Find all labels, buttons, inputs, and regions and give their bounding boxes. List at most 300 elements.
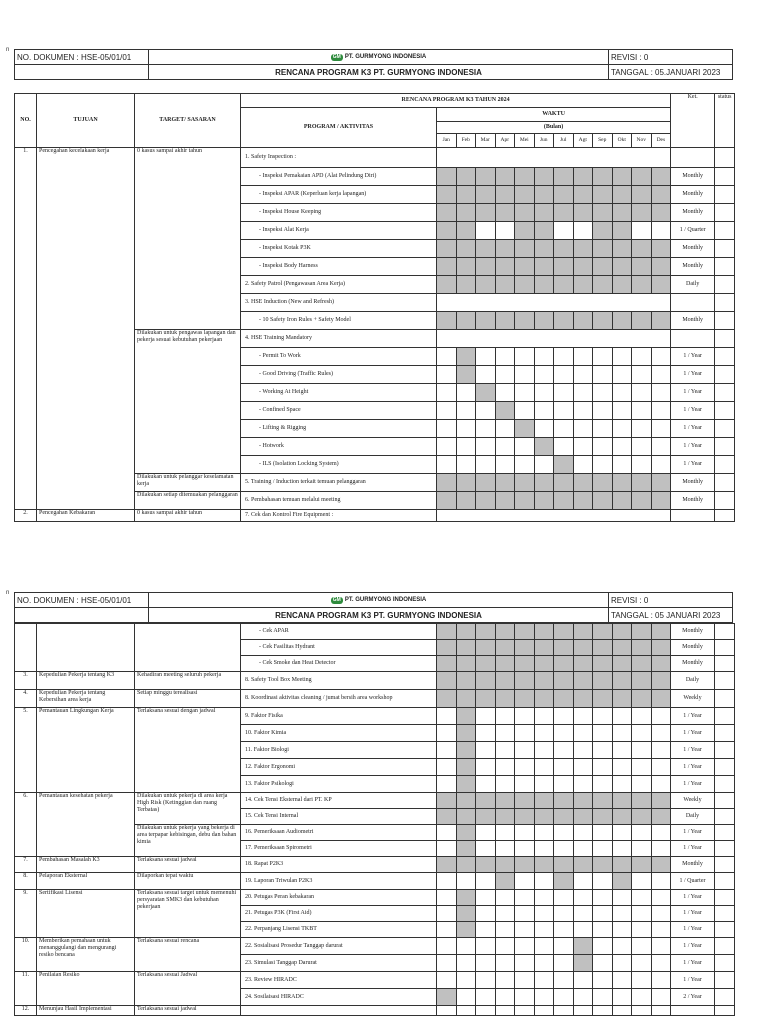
month-mei: Mei: [515, 134, 535, 148]
schedule-cell: [612, 258, 632, 276]
schedule-cell: [651, 168, 671, 186]
schedule-cell: [632, 725, 652, 742]
program-table: [14, 623, 735, 1016]
schedule-cell: [515, 989, 535, 1006]
status-cell: [715, 492, 735, 510]
month-okt: Okt: [612, 134, 632, 148]
schedule-cell: [632, 890, 652, 906]
row-number: 11.: [15, 972, 37, 1006]
schedule-cell: [456, 938, 476, 955]
schedule-cell: [593, 456, 613, 474]
frequency: [671, 148, 715, 168]
status-cell: [715, 624, 735, 640]
document-header: [14, 592, 733, 623]
schedule-cell: [476, 690, 496, 708]
target-cell: 0 kasus sampai akhir tahun: [135, 510, 241, 522]
target-cell: Terlaksana sesuai jadwal: [135, 1006, 241, 1016]
schedule-cell: [554, 348, 574, 366]
schedule-cell: [651, 890, 671, 906]
schedule-cell: [632, 825, 652, 841]
target-cell: Dilakukan untuk pengawas lapangan dan pekerja sesuai kebutuhan pekerjaan: [135, 330, 241, 474]
table-row: [15, 890, 735, 906]
schedule-cell: [515, 1006, 535, 1016]
schedule-cell: [593, 402, 613, 420]
target-cell: Dilaporkan tepat waktu: [135, 873, 241, 890]
schedule-cell: [554, 672, 574, 690]
schedule-cell: [437, 725, 457, 742]
schedule-cell: [632, 348, 652, 366]
schedule-cell: [515, 759, 535, 776]
program-activity: - Cek Fasilitas Hydrant: [241, 640, 437, 656]
schedule-cell: [593, 690, 613, 708]
schedule-cell: [612, 890, 632, 906]
schedule-cell: [515, 809, 535, 825]
schedule-cell: [573, 402, 593, 420]
month-jan: Jan: [437, 134, 457, 148]
schedule-cell: [515, 204, 535, 222]
schedule-cell: [534, 759, 554, 776]
program-activity: - Inspeksi Body Harness: [241, 258, 437, 276]
schedule-cell: [495, 825, 515, 841]
table-row: [15, 690, 735, 708]
program-activity: - Inspeksi Pemakaian APD (Alat Pelindung Diri): [241, 168, 437, 186]
target-cell: Setiap minggu terealisasi: [135, 690, 241, 708]
schedule-cell: [515, 258, 535, 276]
schedule-cell: [476, 938, 496, 955]
schedule-cell: [495, 873, 515, 890]
target-cell: Terlaksana sesuai jadwal: [135, 857, 241, 873]
frequency: 1 / Year: [671, 922, 715, 938]
schedule-cell: [573, 240, 593, 258]
row-number: 5.: [15, 708, 37, 793]
schedule-cell: [573, 474, 593, 492]
schedule-cell: [476, 890, 496, 906]
schedule-cell: [495, 906, 515, 922]
schedule-cell: [554, 690, 574, 708]
schedule-cell: [593, 809, 613, 825]
schedule-cell: [515, 420, 535, 438]
frequency: Monthly: [671, 474, 715, 492]
schedule-cell: [456, 857, 476, 873]
schedule-cell: [437, 776, 457, 793]
schedule-cell: [495, 240, 515, 258]
schedule-cell: [534, 776, 554, 793]
program-activity: 14. Cek Tensi Eksternal dari PT. KP: [241, 793, 437, 809]
program-activity: 11. Faktor Biologi: [241, 742, 437, 759]
schedule-cell: [456, 624, 476, 640]
schedule-cell: [495, 384, 515, 402]
schedule-cell: [554, 793, 574, 809]
schedule-cell: [476, 989, 496, 1006]
schedule-cell: [495, 204, 515, 222]
schedule-cell: [456, 873, 476, 890]
schedule-cell: [593, 384, 613, 402]
row-number: 4.: [15, 690, 37, 708]
schedule-cell: [651, 972, 671, 989]
schedule-cell: [515, 672, 535, 690]
frequency: 1 / Year: [671, 825, 715, 841]
schedule-cell: [573, 384, 593, 402]
frequency: 1 / Year: [671, 438, 715, 456]
schedule-cell: [437, 841, 457, 857]
frequency: [671, 510, 715, 522]
schedule-cell: [495, 890, 515, 906]
schedule-cell: [437, 240, 457, 258]
schedule-cell: [651, 384, 671, 402]
schedule-cell: [534, 825, 554, 841]
status-cell: [715, 809, 735, 825]
schedule-cell: [476, 438, 496, 456]
schedule-cell: [593, 348, 613, 366]
schedule-cell: [456, 906, 476, 922]
schedule-cell: [573, 890, 593, 906]
program-activity: 8. Koordinasi aktivitas cleaning / jumat bersih area workshop: [241, 690, 437, 708]
schedule-cell: [632, 240, 652, 258]
schedule-cell: [476, 624, 496, 640]
schedule-cell: [593, 204, 613, 222]
schedule-cell: [632, 906, 652, 922]
schedule-cell: [593, 890, 613, 906]
schedule-cell: [495, 168, 515, 186]
frequency: Daily: [671, 672, 715, 690]
frequency: Monthly: [671, 168, 715, 186]
schedule-cell: [573, 776, 593, 793]
schedule-cell: [476, 922, 496, 938]
schedule-cell: [534, 240, 554, 258]
schedule-cell: [495, 624, 515, 640]
schedule-cell: [651, 938, 671, 955]
schedule-cell: [534, 656, 554, 672]
schedule-cell: [437, 972, 457, 989]
schedule-cell: [456, 793, 476, 809]
schedule-cell: [476, 656, 496, 672]
schedule-cell: [554, 474, 574, 492]
schedule-cell: [437, 955, 457, 972]
revision: REVISI : 0: [609, 50, 733, 65]
frequency: 1 / Year: [671, 906, 715, 922]
program-activity: 15. Cek Tensi Internal: [241, 809, 437, 825]
schedule-cell: [612, 402, 632, 420]
schedule-cell: [476, 857, 496, 873]
schedule-cell: [534, 168, 554, 186]
schedule-cell: [495, 366, 515, 384]
target-cell: Dilakukan untuk pelanggar keselamatan kerja: [135, 474, 241, 492]
status-cell: [715, 708, 735, 725]
frequency: Monthly: [671, 624, 715, 640]
schedule-cell: [593, 776, 613, 793]
frequency: 1 / Year: [671, 776, 715, 793]
schedule-cell: [573, 222, 593, 240]
schedule-cell: [573, 420, 593, 438]
schedule-cell: [437, 168, 457, 186]
document-date: TANGGAL : 05 JANUARI 2023: [609, 608, 733, 623]
schedule-cell: [456, 989, 476, 1006]
schedule-cell: [554, 186, 574, 204]
schedule-cell: [632, 624, 652, 640]
company-name: PT. GURMYONG INDONESIA: [344, 596, 427, 603]
schedule-cell: [612, 906, 632, 922]
schedule-cell: [573, 906, 593, 922]
schedule-cell: [554, 938, 574, 955]
schedule-cell: [593, 825, 613, 841]
schedule-cell: [476, 640, 496, 656]
schedule-cell: [632, 640, 652, 656]
schedule-cell: [456, 922, 476, 938]
status-cell: [715, 258, 735, 276]
program-activity: 2. Safety Patrol (Pengawasan Area Kerja): [241, 276, 437, 294]
schedule-cell: [632, 258, 652, 276]
schedule-span: [437, 148, 671, 168]
schedule-span: [437, 294, 671, 312]
program-activity: 19. Laporan Triwulan P2K3: [241, 873, 437, 890]
schedule-cell: [515, 276, 535, 294]
schedule-cell: [456, 240, 476, 258]
schedule-cell: [651, 841, 671, 857]
status-cell: [715, 1006, 735, 1016]
schedule-cell: [593, 438, 613, 456]
frequency: Monthly: [671, 640, 715, 656]
schedule-cell: [456, 474, 476, 492]
program-activity: - Cek APAR: [241, 624, 437, 640]
objective-cell: Pemantauan kesehatan pekerja: [37, 793, 135, 857]
schedule-cell: [476, 474, 496, 492]
schedule-cell: [651, 240, 671, 258]
schedule-cell: [651, 276, 671, 294]
program-activity: 18. Rapat P2K3: [241, 857, 437, 873]
schedule-cell: [554, 825, 574, 841]
schedule-cell: [495, 456, 515, 474]
schedule-cell: [437, 640, 457, 656]
schedule-cell: [476, 222, 496, 240]
status-cell: [715, 276, 735, 294]
schedule-cell: [534, 906, 554, 922]
schedule-cell: [456, 456, 476, 474]
company-logo: [149, 50, 609, 65]
table-row: [15, 793, 735, 809]
program-activity: - 10 Safety Iron Rules + Safety Model: [241, 312, 437, 330]
schedule-cell: [612, 222, 632, 240]
program-activity: 24. Sosilaisasi HIRADC: [241, 989, 437, 1006]
schedule-cell: [612, 776, 632, 793]
schedule-cell: [651, 873, 671, 890]
schedule-cell: [573, 438, 593, 456]
status-cell: [715, 857, 735, 873]
objective-cell: Sertifikasi Lisensi: [37, 890, 135, 938]
schedule-cell: [612, 492, 632, 510]
schedule-cell: [456, 366, 476, 384]
program-activity: - Working At Height: [241, 384, 437, 402]
schedule-cell: [515, 841, 535, 857]
schedule-cell: [456, 841, 476, 857]
schedule-cell: [612, 972, 632, 989]
table-row: [15, 938, 735, 955]
target-cell: Dilakukan untuk pekerja di area kerja High Risk (Ketinggian dan ruang Terbatas): [135, 793, 241, 825]
col-bulan: (Bulan): [437, 122, 671, 134]
schedule-cell: [456, 708, 476, 725]
schedule-cell: [651, 366, 671, 384]
status-cell: [715, 312, 735, 330]
frequency: 1 / Year: [671, 366, 715, 384]
schedule-cell: [632, 972, 652, 989]
schedule-cell: [476, 725, 496, 742]
schedule-cell: [632, 672, 652, 690]
schedule-cell: [632, 809, 652, 825]
schedule-cell: [456, 825, 476, 841]
schedule-cell: [534, 690, 554, 708]
schedule-cell: [476, 759, 496, 776]
schedule-cell: [495, 793, 515, 809]
program-activity: 9. Faktor Fisika: [241, 708, 437, 725]
schedule-cell: [456, 809, 476, 825]
schedule-cell: [534, 186, 554, 204]
schedule-cell: [612, 366, 632, 384]
schedule-cell: [456, 640, 476, 656]
schedule-cell: [612, 708, 632, 725]
status-cell: [715, 168, 735, 186]
schedule-cell: [437, 624, 457, 640]
schedule-cell: [476, 384, 496, 402]
frequency: 1 / Quarter: [671, 873, 715, 890]
company-name: PT. GURMYONG INDONESIA: [344, 53, 427, 60]
schedule-cell: [554, 222, 574, 240]
row-number: 1.: [15, 148, 37, 510]
schedule-cell: [534, 366, 554, 384]
schedule-cell: [495, 186, 515, 204]
schedule-cell: [593, 420, 613, 438]
schedule-cell: [651, 690, 671, 708]
schedule-cell: [437, 890, 457, 906]
status-cell: [715, 690, 735, 708]
schedule-cell: [495, 989, 515, 1006]
program-activity: 10. Faktor Kimia: [241, 725, 437, 742]
schedule-cell: [515, 906, 535, 922]
schedule-span: [437, 330, 671, 348]
logo-icon: GM: [332, 596, 341, 603]
schedule-cell: [573, 492, 593, 510]
schedule-cell: [476, 492, 496, 510]
schedule-cell: [593, 168, 613, 186]
schedule-cell: [651, 474, 671, 492]
row-number: 2.: [15, 510, 37, 522]
schedule-cell: [612, 1006, 632, 1016]
month-jun: Jun: [534, 134, 554, 148]
schedule-cell: [515, 776, 535, 793]
page-corner-mark: n: [6, 590, 10, 596]
frequency: 1 / Year: [671, 890, 715, 906]
program-activity: 16. Pemeriksaan Audiometri: [241, 825, 437, 841]
target-cell: Dilakukan setiap ditemuakan pelanggaran: [135, 492, 241, 510]
schedule-cell: [632, 420, 652, 438]
document-page-2: [14, 592, 732, 1016]
program-activity: - Inspeksi Kotak P3K: [241, 240, 437, 258]
schedule-cell: [515, 742, 535, 759]
frequency: Monthly: [671, 240, 715, 258]
revision: REVISI : 0: [609, 593, 733, 608]
schedule-cell: [554, 168, 574, 186]
schedule-cell: [437, 438, 457, 456]
schedule-cell: [456, 276, 476, 294]
col-tujuan: TUJUAN: [37, 94, 135, 148]
schedule-cell: [573, 972, 593, 989]
schedule-cell: [554, 857, 574, 873]
schedule-cell: [515, 857, 535, 873]
schedule-cell: [515, 402, 535, 420]
schedule-cell: [456, 312, 476, 330]
schedule-cell: [495, 348, 515, 366]
schedule-cell: [651, 708, 671, 725]
schedule-cell: [495, 759, 515, 776]
schedule-cell: [593, 640, 613, 656]
table-row: [15, 873, 735, 890]
status-cell: [715, 148, 735, 168]
schedule-cell: [554, 492, 574, 510]
schedule-cell: [534, 624, 554, 640]
frequency: Monthly: [671, 857, 715, 873]
schedule-cell: [612, 240, 632, 258]
schedule-cell: [495, 841, 515, 857]
schedule-cell: [612, 456, 632, 474]
frequency: [671, 1006, 715, 1016]
schedule-cell: [437, 420, 457, 438]
objective-cell: Menunjau Hasil Implementasi: [37, 1006, 135, 1016]
schedule-cell: [632, 222, 652, 240]
schedule-cell: [612, 168, 632, 186]
doc-number: NO. DOKUMEN : HSE-05/01/01: [15, 593, 149, 608]
schedule-cell: [573, 922, 593, 938]
target-cell: [135, 624, 241, 672]
schedule-cell: [476, 240, 496, 258]
schedule-cell: [554, 776, 574, 793]
program-activity: 13. Faktor Psikologi: [241, 776, 437, 793]
schedule-cell: [456, 204, 476, 222]
schedule-cell: [593, 474, 613, 492]
schedule-cell: [554, 204, 574, 222]
schedule-cell: [554, 656, 574, 672]
schedule-cell: [573, 809, 593, 825]
schedule-cell: [632, 384, 652, 402]
schedule-cell: [476, 168, 496, 186]
program-activity: - Inspeksi Alat Kerja: [241, 222, 437, 240]
schedule-cell: [651, 759, 671, 776]
table-row: [15, 972, 735, 989]
schedule-cell: [495, 922, 515, 938]
schedule-cell: [612, 690, 632, 708]
schedule-cell: [456, 1006, 476, 1016]
schedule-cell: [534, 1006, 554, 1016]
schedule-cell: [476, 348, 496, 366]
schedule-cell: [456, 890, 476, 906]
schedule-cell: [554, 240, 574, 258]
schedule-cell: [632, 474, 652, 492]
schedule-cell: [534, 708, 554, 725]
row-number: 6.: [15, 793, 37, 857]
schedule-cell: [515, 186, 535, 204]
status-cell: [715, 474, 735, 492]
schedule-cell: [593, 955, 613, 972]
schedule-cell: [632, 955, 652, 972]
schedule-cell: [573, 640, 593, 656]
schedule-cell: [651, 258, 671, 276]
status-cell: [715, 938, 735, 955]
schedule-cell: [495, 742, 515, 759]
target-cell: Terlaksana sesuai rencana: [135, 938, 241, 972]
schedule-cell: [515, 873, 535, 890]
schedule-cell: [437, 690, 457, 708]
schedule-cell: [515, 890, 535, 906]
schedule-cell: [573, 841, 593, 857]
frequency: 1 / Quarter: [671, 222, 715, 240]
status-cell: [715, 776, 735, 793]
